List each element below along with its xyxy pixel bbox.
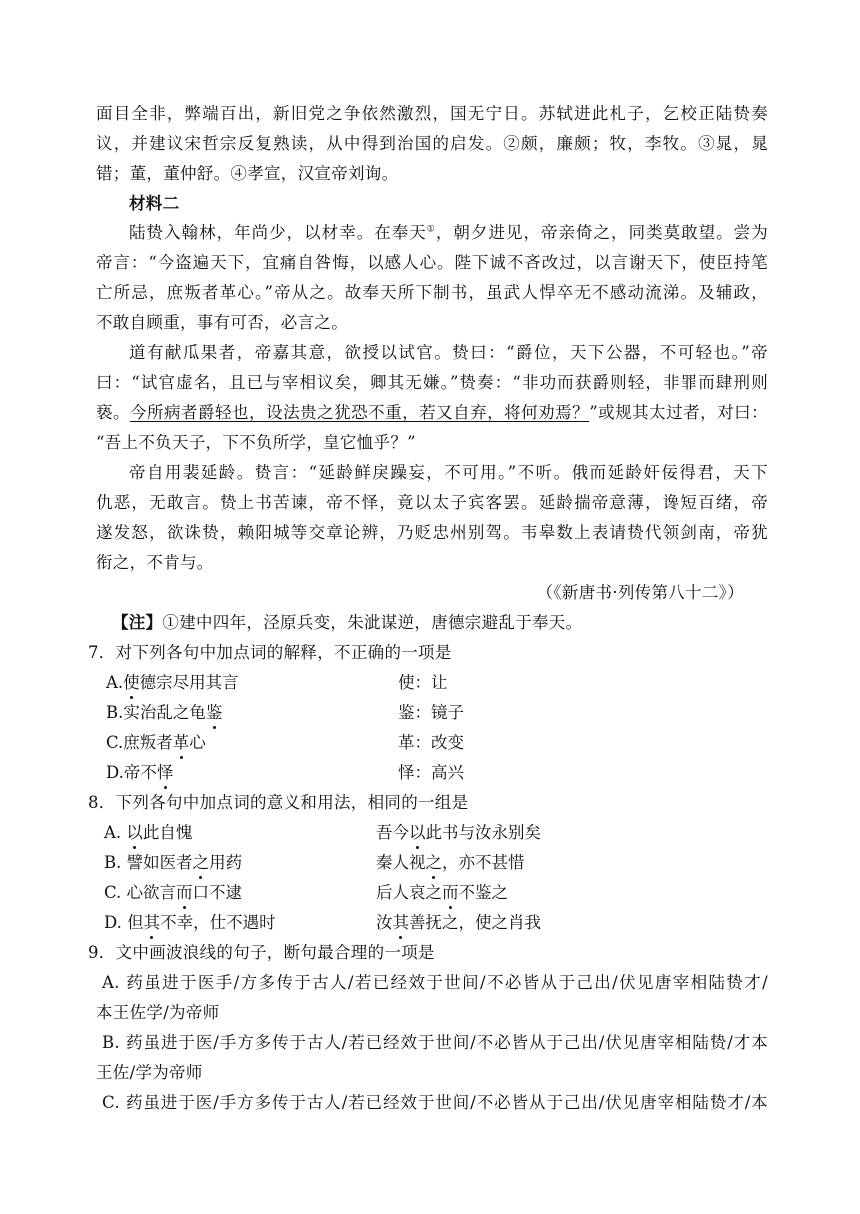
text-segment: 心欲言: [126, 883, 177, 902]
text-segment: 此自愧: [142, 823, 193, 842]
option-label: A.: [104, 823, 122, 842]
paragraph-3-line-2: 仇恶，无敢言。贽上书苦谏，帝不怿，竟以太子宾客罢。延龄揣帝意薄，谗短百绪，帝: [96, 493, 768, 512]
paragraph-1-line-4: 不敢自顾重，事有可否，必言之。: [96, 313, 348, 332]
q9-option-b-line-1: B. 药虽进于医/手方多传于古人/若已经效于世间/不必皆从于己出/伏见唐宰相陆贽/才本: [102, 1033, 768, 1052]
text-segment: 善抚之，使之肖我: [409, 913, 541, 932]
paragraph-1-line-3: 亡所忌，庶叛者革心。”帝从之。故奉天所下制书，虽武人悍卒无不感动流涕。及辅政，: [96, 283, 768, 302]
text-segment: ”或规其太过者，对曰：: [589, 403, 768, 422]
paragraph-3-line-4: 衔之，不肯与。: [96, 553, 214, 572]
text-segment: ，朝夕进见，帝亲倚之，同类莫敢望。尝为: [435, 223, 768, 242]
source-citation: （《新唐书·列传第八十二》）: [536, 583, 744, 602]
dotted-char: 确: [367, 643, 385, 662]
footnote: [112, 613, 784, 633]
dotted-char: 不: [334, 643, 351, 662]
dotted-char: 怿: [156, 763, 174, 782]
q7-option-c-gloss: 革：改变: [398, 733, 464, 752]
q8-option-d-right: [376, 913, 541, 933]
dotted-char: 而: [176, 883, 193, 902]
q8-option-d: [104, 913, 276, 933]
text-segment: 汝: [376, 913, 393, 932]
option-label: C.: [106, 733, 124, 752]
q8-option-a: [104, 823, 192, 843]
text-segment: 此书与汝永别矣: [425, 823, 541, 842]
dotted-char: 而: [442, 883, 459, 902]
text-segment: 心: [189, 733, 206, 752]
q7-option-c: [106, 733, 206, 753]
paragraph-1-line-2: 帝言：“今盗遍天下，宜痛自咎悔，以感人心。陛下诚不吝改过，以言谢天下，使臣持笔: [96, 253, 768, 272]
underlined-sentence: 今所病者爵轻也，设法贵之犹恐不重，若又自弃，将何劝焉？: [130, 403, 590, 422]
text-segment: 陆贽入翰林，年尚少，以材幸。在奉天: [129, 223, 427, 242]
paragraph-2-line-2: 曰：“试官虚名，且已与宰相议矣，卿其无嫌。”贽奏：“非功而获爵则轻，非罪而肆刑则: [96, 373, 768, 392]
paragraph-3-line-3: 遂发怒，欲诛贽，赖阳城等交章论辨，乃贬忠州别驾。韦皋数上表请贽代领剑南，帝犹: [96, 523, 768, 542]
dotted-char: 之: [192, 853, 210, 872]
text-segment: 不鉴之: [458, 883, 508, 902]
text-segment: 实治乱之龟: [123, 703, 206, 722]
q8-option-a-right: [376, 823, 541, 843]
q8-option-c-right: [376, 883, 508, 903]
option-label: C.: [104, 883, 122, 902]
paragraph-3-line-1: 帝自用裴延龄。贽言：“延龄鲜戾躁妄，不可用。”不听。俄而延龄奸佞得君，天下: [129, 463, 768, 482]
intro-line-2: 议，并建议宋哲宗反复熟读，从中得到治国的启发。②颇，廉颇；牧，李牧。③晁，晁: [96, 134, 768, 153]
dotted-char: 其: [392, 913, 409, 932]
q9-option-a-line-1: A. 药虽进于医手/方多传于古人/若已经效于世间/不必皆从于己出/伏见唐宰相陆贽才/: [102, 973, 768, 992]
option-label: A.: [106, 673, 124, 692]
text-segment: 口不逮: [192, 883, 243, 902]
q9-option-b-line-2: 王佐/学为帝师: [96, 1063, 203, 1082]
text-segment: 譬如医者: [126, 853, 193, 872]
text-segment: 吾今: [376, 823, 409, 842]
dotted-char: 革: [172, 733, 190, 752]
q8-option-c: [104, 883, 242, 903]
text-segment: 7．对下列各句中加点词的解释，: [88, 643, 334, 662]
section-title: 材料二: [129, 194, 180, 213]
q7-option-d-gloss: 怿：高兴: [398, 763, 464, 782]
q9-option-c-line-1: C. 药虽进于医/手方多传于古人/若已经效于世间/不必皆从于己出/伏见唐宰相陆贽才/本: [102, 1093, 768, 1112]
note-label: 【注】: [112, 613, 163, 632]
question-9-stem: 9．文中画波浪线的句子，断句最合理的一项是: [88, 943, 435, 962]
q7-option-a: [106, 673, 239, 693]
text-segment: 后人哀之: [376, 883, 442, 902]
text-segment: 的一项是: [384, 643, 452, 662]
q8-option-b: [104, 853, 242, 873]
q7-option-b: [106, 703, 222, 723]
note-text: ①建中四年，泾原兵变，朱泚谋逆，唐德宗避乱于奉天。: [162, 613, 583, 632]
footnote-marker: ①: [426, 224, 436, 235]
text-segment: 庶叛者: [123, 733, 173, 752]
text-segment: 亵。: [96, 403, 131, 422]
dotted-char: 使: [123, 673, 140, 692]
paragraph-2-line-1: 道有献瓜果者，帝嘉其意，欲授以试官。贽曰：“爵位，天下公器，不可轻也。”帝: [129, 343, 768, 362]
paragraph-1-line-1: [129, 223, 768, 243]
text-segment: 但: [127, 913, 144, 932]
question-7-stem: [88, 643, 760, 663]
q7-option-d: [106, 763, 173, 783]
q8-option-b-right: [376, 853, 525, 873]
intro-line-3: 错；董，董仲舒。④孝宣，汉宣帝刘询。: [96, 164, 399, 183]
text-segment: 德宗尽用其言: [139, 673, 239, 692]
intro-line-1: 面目全非，弊端百出，新旧党之争依然激烈，国无宁日。苏轼进此札子，乞校正陆贽奏: [96, 104, 768, 123]
text-segment: 不幸，仕不遇时: [160, 913, 276, 932]
option-label: B.: [104, 853, 122, 872]
text-segment: 帝不: [123, 763, 157, 782]
text-segment: ，亦不甚惜: [442, 853, 525, 872]
dotted-char: 正: [350, 643, 368, 662]
question-8-stem: 8．下列各句中加点词的意义和用法，相同的一组是: [88, 793, 469, 812]
paragraph-2-line-4: “吾上不负天子，下不负所学，皇它恤乎？”: [96, 433, 416, 452]
text-segment: 用药: [209, 853, 243, 872]
option-label: D.: [104, 913, 122, 932]
option-label: B.: [106, 703, 124, 722]
dotted-char: 以: [409, 823, 426, 842]
dotted-char: 鉴: [205, 703, 223, 722]
dotted-char: 之: [425, 853, 442, 872]
dotted-char: 其: [143, 913, 161, 932]
option-label: D.: [106, 763, 124, 782]
dotted-char: 以: [126, 823, 143, 842]
q7-option-a-gloss: 使：让: [398, 673, 448, 692]
q7-option-b-gloss: 鉴：镜子: [398, 703, 464, 722]
text-segment: 秦人视: [376, 853, 426, 872]
q9-option-a-line-2: 本王佐学/为帝师: [96, 1003, 220, 1022]
paragraph-2-line-3: [96, 403, 768, 423]
